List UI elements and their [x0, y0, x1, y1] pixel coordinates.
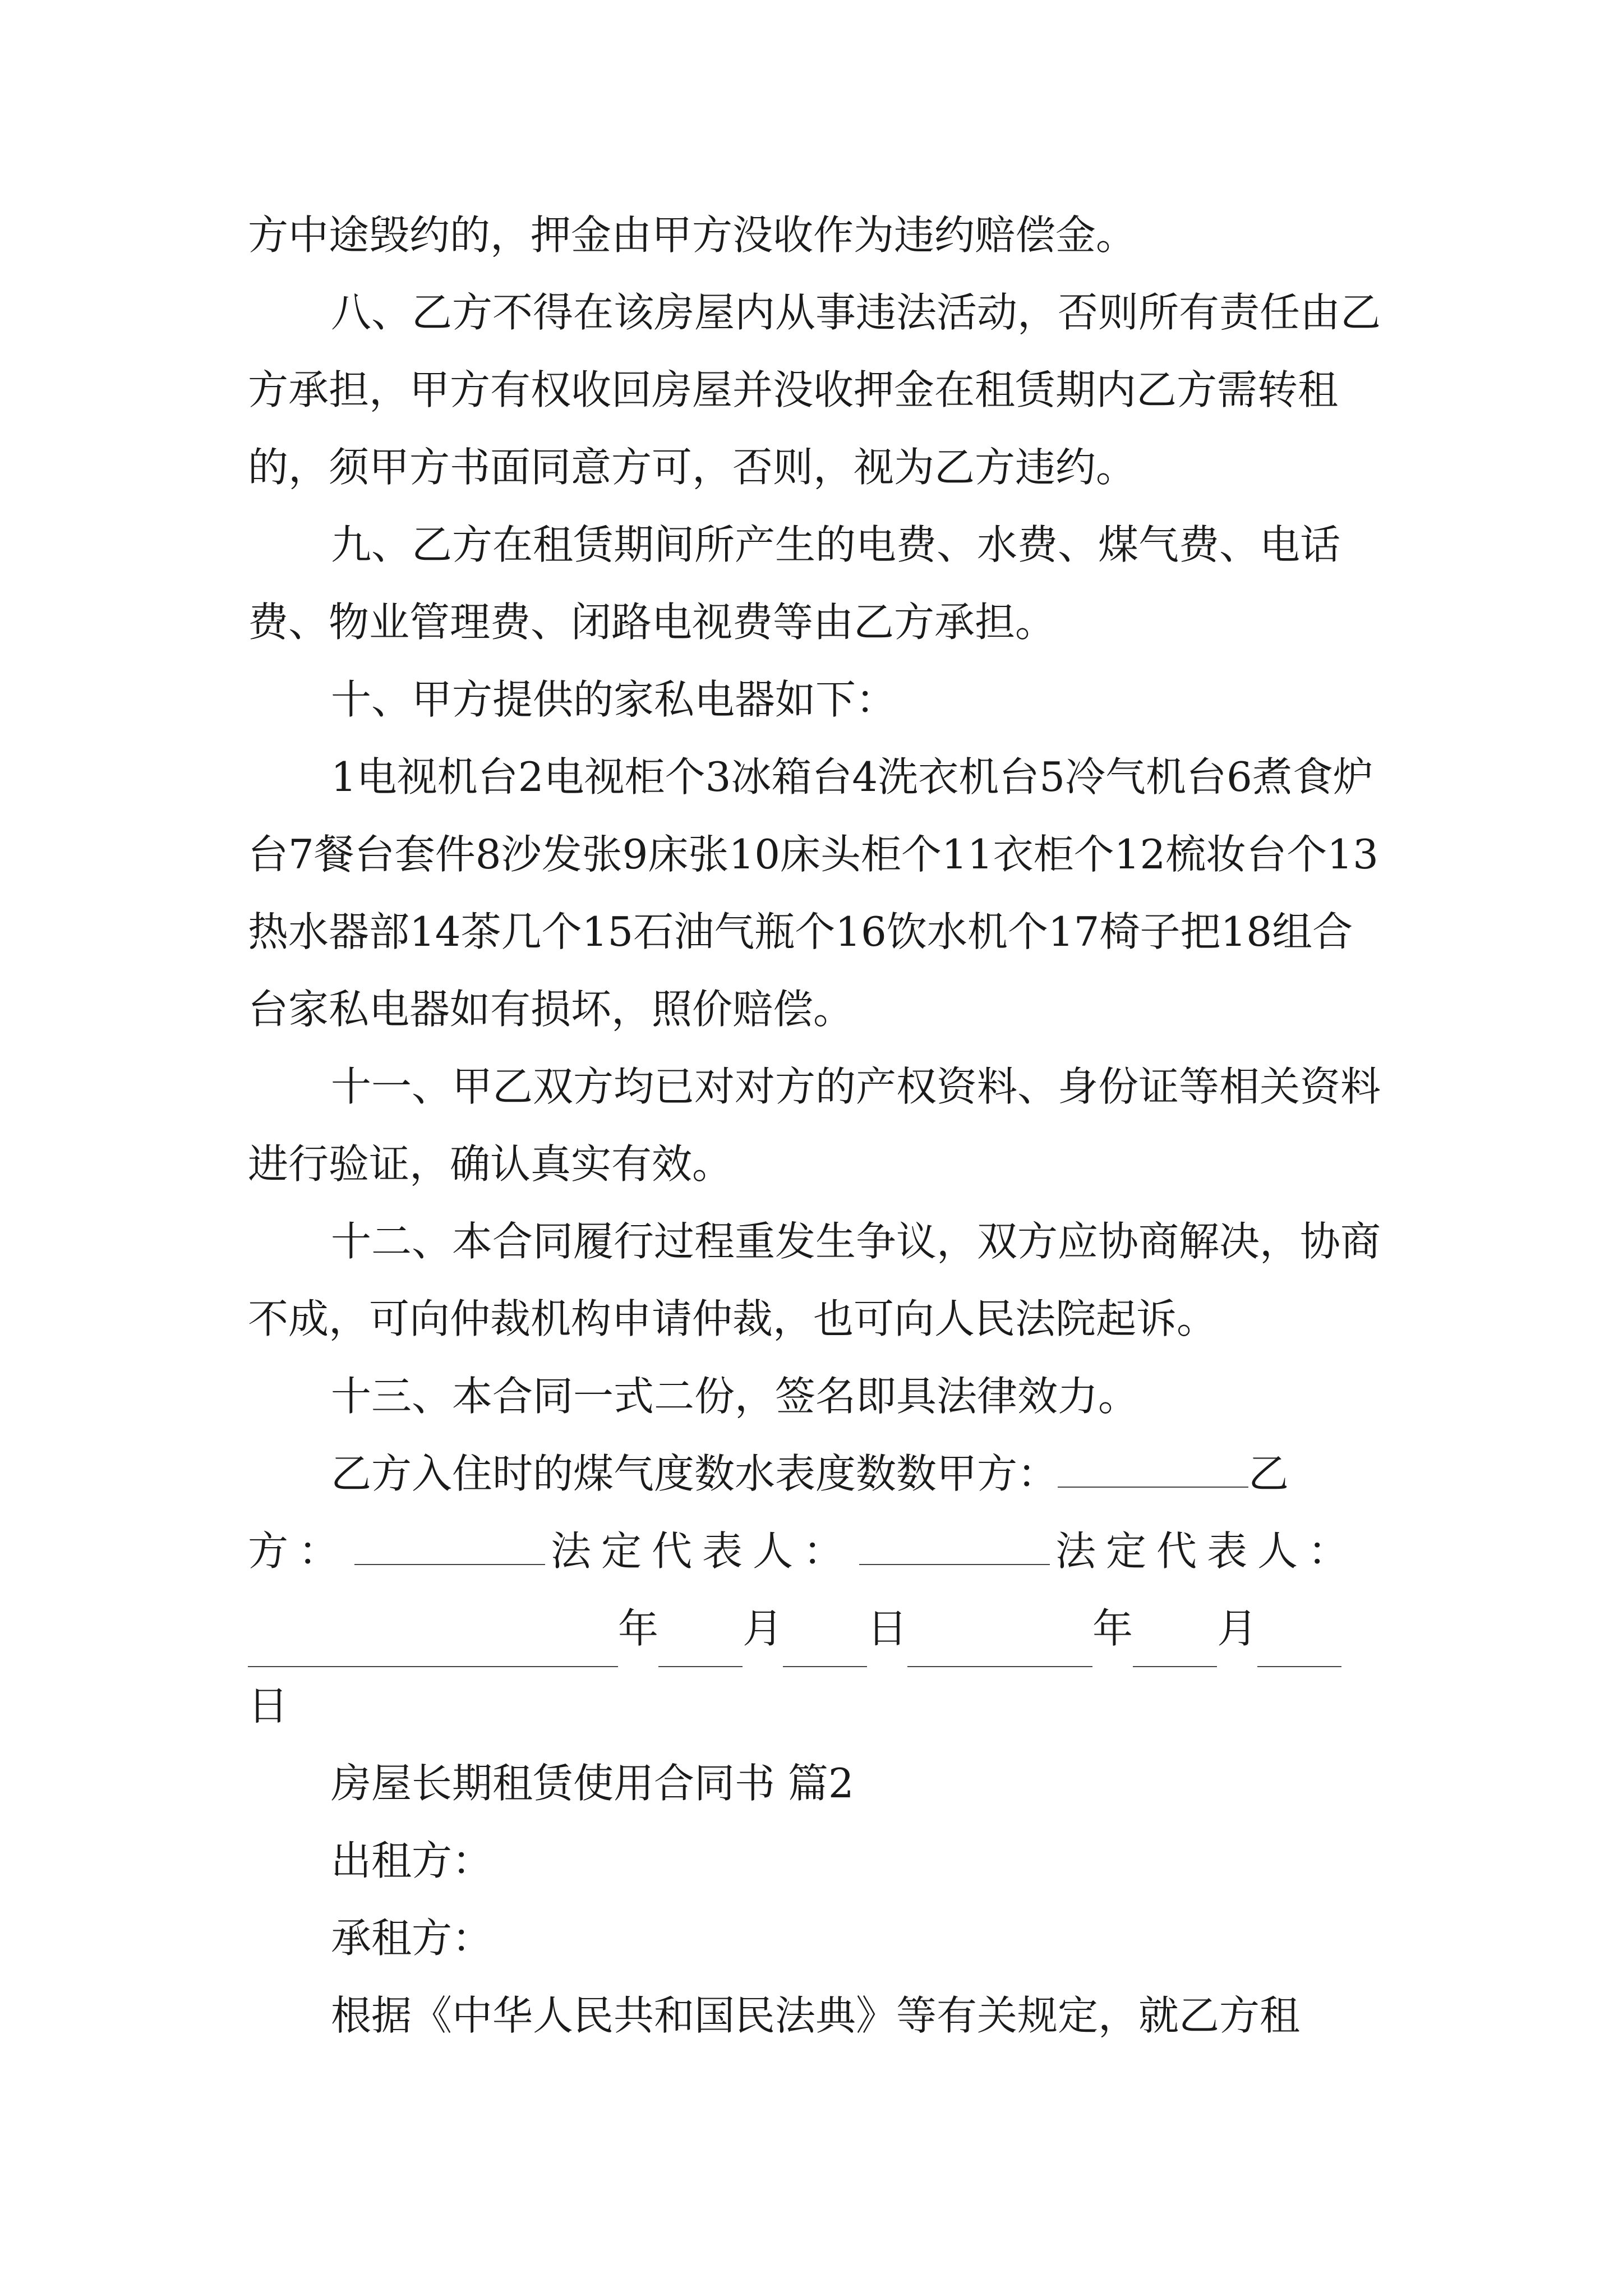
year-label-1: 年 — [618, 1605, 659, 1652]
paragraph-continued: 方中途毁约的，押金由甲方没收作为违约赔偿金。 — [248, 211, 1137, 259]
contract-intro: 根据《中华人民共和国民法典》等有关规定，就乙方租 — [331, 1992, 1301, 2039]
clause-8: 八、乙方不得在该房屋内从事违法活动，否则所有责任由乙方承担，甲方有权收回房屋并没收押金在租赁期内乙方需转租的，须甲方书面同意方可，否则，视为乙方违约。 — [248, 289, 1381, 491]
year-label-2: 年 — [1092, 1605, 1133, 1652]
clause-13: 十三、本合同一式二份，签名即具法律效力。 — [331, 1373, 1139, 1420]
party-b-blank — [354, 1528, 545, 1565]
day-label-1: 日 — [867, 1605, 908, 1652]
month-blank-1 — [658, 1630, 743, 1667]
lessee-label: 承租方： — [331, 1915, 493, 1962]
party-a-blank — [1058, 1451, 1248, 1488]
month-blank-2 — [1133, 1630, 1217, 1667]
signature-line-2 — [248, 1512, 1386, 1590]
meter-reading-label: 乙方入住时的煤气度数水表度数数甲方： — [331, 1450, 1058, 1497]
signature-date-line — [248, 1590, 1386, 1667]
clause-9: 九、乙方在租赁期间所产生的电费、水费、煤气费、电话费、物业管理费、闭路电视费等由乙方承担。 — [248, 521, 1341, 646]
day-blank-1 — [783, 1630, 867, 1667]
clause-11: 十一、甲乙双方均已对对方的产权资料、身份证等相关资料进行验证，确认真实有效。 — [248, 1063, 1381, 1188]
party-b-label-end: 方： — [248, 1527, 349, 1575]
appliance-list: 1电视机台2电视柜个3冰箱台4洗衣机台5冷气机台6煮食炉台7餐台套件8沙发张9床张10床头柜个11衣柜个12梳妆台个13热水器部14茶几个15石油气瓶个16饮水机个17椅子把18组合台家私电器如有损坏，照价赔偿。 — [248, 753, 1378, 1033]
lessor-label: 出租方： — [331, 1837, 493, 1884]
clause-12: 十二、本合同履行过程重发生争议，双方应协商解决，协商不成，可向仲裁机构申请仲裁，也可向人民法院起诉。 — [248, 1218, 1381, 1342]
signature-line-1 — [248, 1435, 1386, 1512]
section-2-title: 房屋长期租赁使用合同书 篇2 — [331, 1760, 854, 1807]
legal-rep-blank-2 — [248, 1630, 618, 1667]
year-blank-2 — [907, 1630, 1092, 1667]
clause-10: 十、甲方提供的家私电器如下： — [331, 676, 897, 723]
day-label-2: 日 — [248, 1682, 289, 1729]
month-label-1: 月 — [743, 1605, 783, 1652]
document-body — [248, 196, 1386, 2054]
party-b-label-start: 乙 — [1248, 1450, 1289, 1497]
month-label-2: 月 — [1217, 1605, 1258, 1652]
day-blank-2 — [1257, 1630, 1341, 1667]
legal-rep-label-1: 法定代表人： — [551, 1527, 854, 1575]
legal-rep-blank-1 — [859, 1528, 1050, 1565]
legal-rep-label-2: 法定代表人： — [1055, 1527, 1359, 1575]
